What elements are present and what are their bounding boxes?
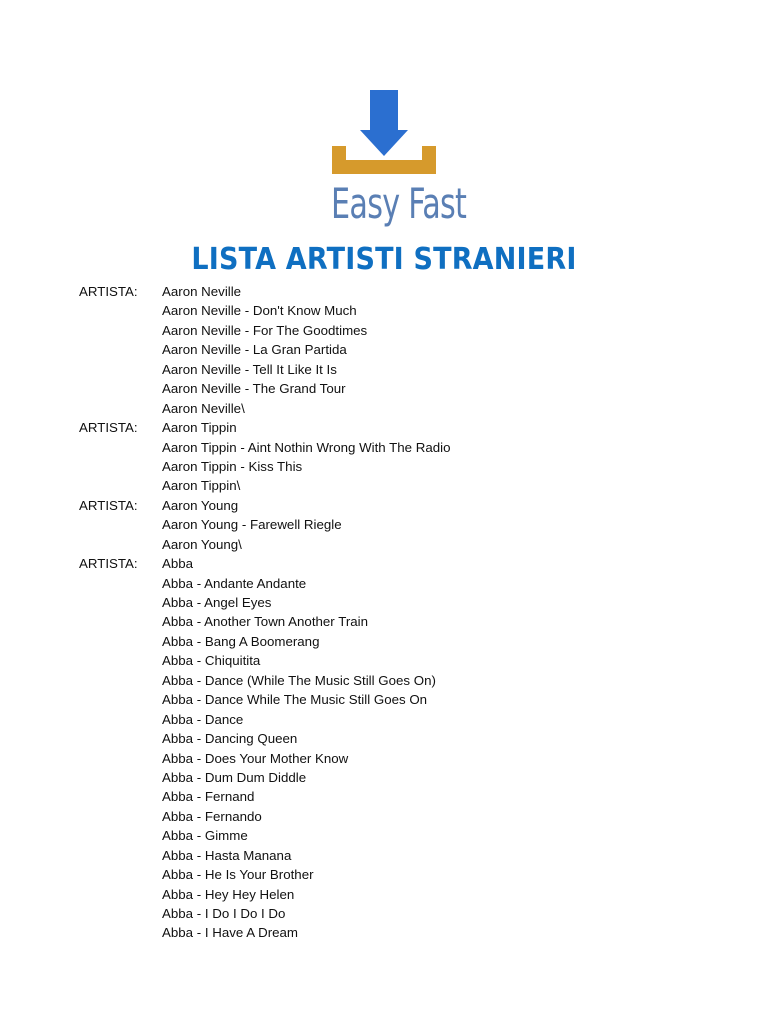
list-item <box>0 729 768 748</box>
song-title: Aaron Young\ <box>162 536 242 552</box>
song-title: Aaron Young <box>162 497 239 513</box>
list-item <box>0 515 768 534</box>
song-title: Abba - I Do I Do I Do <box>162 906 286 921</box>
list-item <box>0 923 768 942</box>
song-title: Aaron Young - Farewell Riegle <box>162 517 342 533</box>
list-item <box>0 787 768 806</box>
song-title: Abba - Another Town Another Train <box>162 614 368 630</box>
list-item <box>0 612 768 631</box>
song-title: Aaron Neville <box>162 284 242 299</box>
artist-label: ARTISTA: <box>79 284 138 299</box>
list-item <box>0 632 768 651</box>
song-title: Abba <box>162 556 194 572</box>
song-title: Abba - Dancing Queen <box>162 731 298 747</box>
song-title: Abba - Dance (While The Music Still Goes On) <box>162 672 436 688</box>
list-item <box>0 457 768 476</box>
list-item <box>0 749 768 768</box>
list-item <box>0 846 768 865</box>
list-item <box>0 671 768 690</box>
song-title: Aaron Tippin <box>162 420 237 436</box>
list-item <box>0 438 768 457</box>
list-item <box>0 768 768 787</box>
artist-label: ARTISTA: <box>79 420 138 436</box>
song-title: Abba - Bang A Boomerang <box>162 633 320 649</box>
list-item <box>0 282 768 301</box>
list-item <box>0 496 768 515</box>
song-title: Abba - Andante Andante <box>162 575 307 591</box>
song-title: Abba - Dance While The Music Still Goes On <box>162 692 428 708</box>
list-item <box>0 476 768 495</box>
logo-text: Easy Fast <box>331 179 467 228</box>
song-title: Abba - Dum Dum Diddle <box>162 769 307 785</box>
artist-label: ARTISTA: <box>79 497 138 513</box>
list-item <box>0 360 768 379</box>
list-item <box>0 321 768 340</box>
easy-fast-logo <box>310 88 467 240</box>
song-title: Abba - He Is Your Brother <box>162 867 314 883</box>
list-item <box>0 535 768 554</box>
list-item <box>0 865 768 884</box>
list-item <box>0 690 768 709</box>
list-item <box>0 807 768 826</box>
artist-label: ARTISTA: <box>79 556 138 572</box>
list-item <box>0 651 768 670</box>
list-item <box>0 710 768 729</box>
song-title: Aaron Neville - La Gran Partida <box>162 342 347 358</box>
list-item <box>0 593 768 612</box>
song-title: Abba - Gimme <box>162 828 248 844</box>
artist-list <box>0 282 768 943</box>
song-title: Abba - Chiquitita <box>162 653 261 669</box>
list-item <box>0 826 768 845</box>
list-item <box>0 418 768 437</box>
song-title: Abba - Hey Hey Helen <box>162 886 295 902</box>
song-title: Aaron Neville\ <box>162 400 245 416</box>
song-title: Abba - Angel Eyes <box>162 595 272 610</box>
song-title: Aaron Tippin - Aint Nothin Wrong With The Radio <box>162 439 451 455</box>
song-title: Aaron Neville - The Grand Tour <box>162 381 346 397</box>
download-icon <box>310 88 460 180</box>
list-item <box>0 554 768 573</box>
song-title: Aaron Tippin - Kiss This <box>162 458 303 474</box>
page-title: LISTA ARTISTI STRANIERI <box>191 242 577 277</box>
list-item <box>0 301 768 320</box>
song-title: Aaron Neville - For The Goodtimes <box>162 322 368 338</box>
list-item <box>0 904 768 923</box>
song-title: Abba - Does Your Mother Know <box>162 750 349 766</box>
song-title: Abba - I Have A Dream <box>162 925 298 941</box>
list-item <box>0 574 768 593</box>
list-item <box>0 340 768 359</box>
song-title: Aaron Neville - Tell It Like It Is <box>162 361 337 377</box>
song-title: Aaron Tippin\ <box>162 478 241 494</box>
list-item <box>0 885 768 904</box>
song-title: Abba - Hasta Manana <box>162 847 292 863</box>
song-title: Abba - Dance <box>162 711 244 727</box>
list-item <box>0 379 768 398</box>
list-item <box>0 399 768 418</box>
song-title: Abba - Fernando <box>162 808 262 824</box>
song-title: Aaron Neville - Don't Know Much <box>162 303 357 319</box>
song-title: Abba - Fernand <box>162 789 255 805</box>
